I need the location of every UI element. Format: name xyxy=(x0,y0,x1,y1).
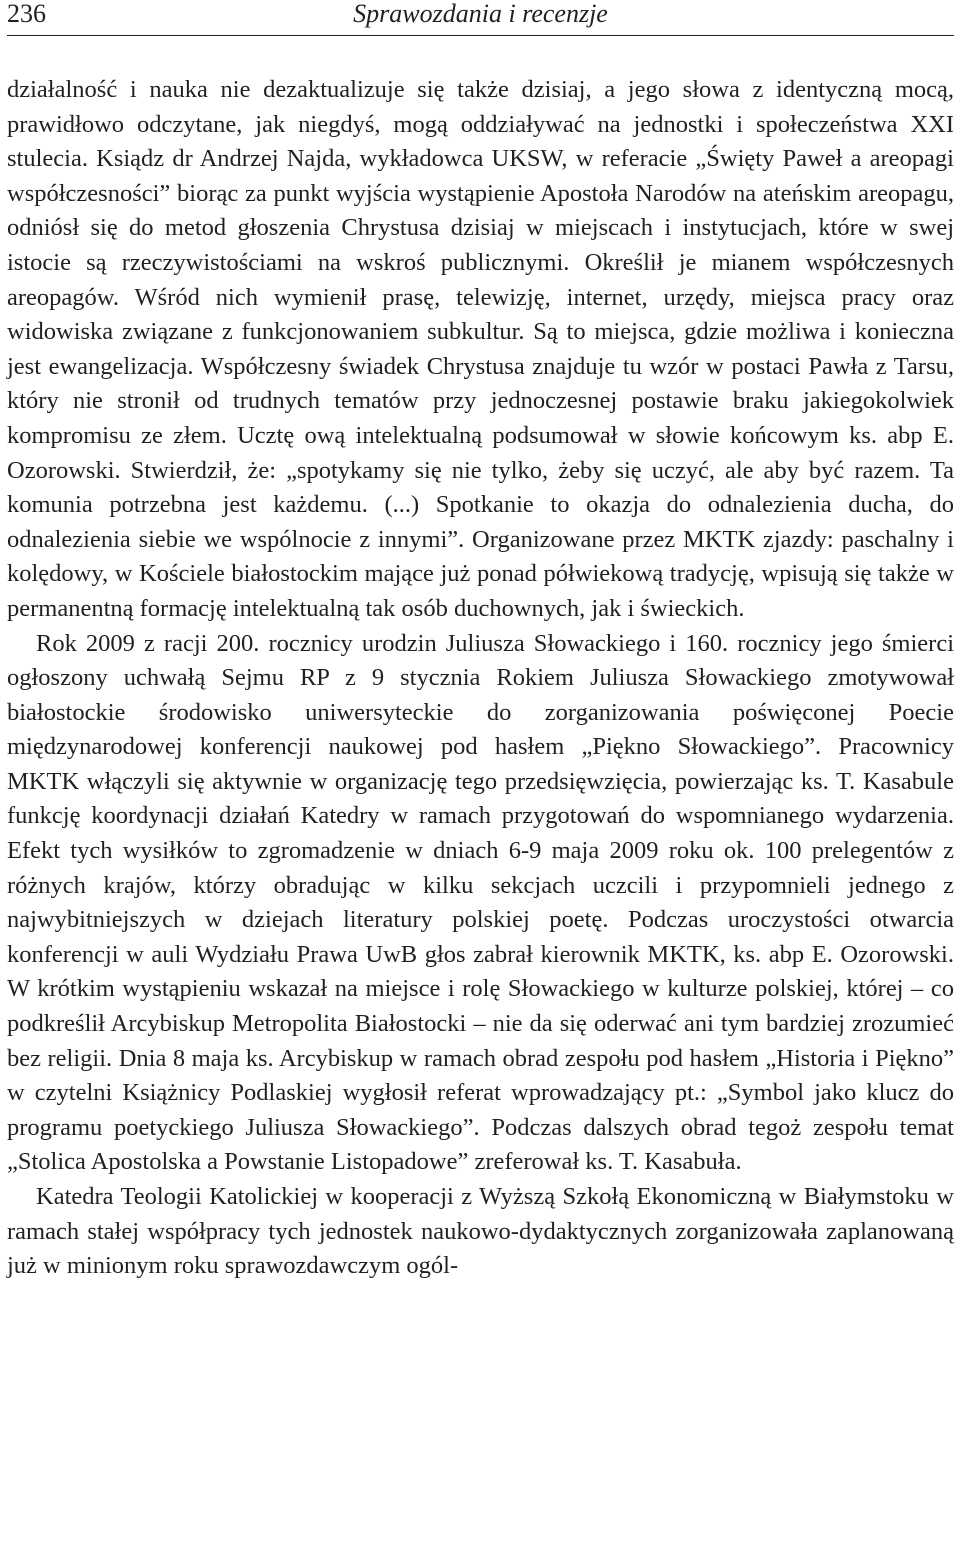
section-title: Sprawozdania i recenzje xyxy=(353,0,608,28)
body-text xyxy=(7,73,954,1284)
paragraph-3: Katedra Teologii Katolickiej w kooperacji z Wyższą Szkołą Ekonomiczną w Białymstoku w ramach stałej współpracy tych jednostek naukowo-dydaktycznych zorganizowała zaplanowaną już w minionym roku sprawozdawczym ogól- xyxy=(7,1183,954,1280)
page-number: 236 xyxy=(7,0,46,28)
paragraph-1: działalność i nauka nie dezaktualizuje się także dzisiaj, a jego słowa z identyczną mocą, prawidłowo odczytane, jak niegdyś, mogą oddziaływać na jednostki i społeczeństwa XXI stulecia. Ksiądz dr Andrzej Najda, wykładowca UKSW, w referacie „Święty Paweł a areopagi współczesności” biorąc za punkt wyjścia wystąpienie Apostoła Narodów na ateńskim areopagu, odniósł się do metod głoszenia Chrystusa dzisiaj w miejscach i instytucjach, które w swej istocie są rzeczywistościami na wskroś publicznymi. Określił je mianem współczesnych areopagów. Wśród nich wymienił prasę, telewizję, internet, urzędy, miejsca pracy oraz widowiska związane z funkcjonowaniem subkultur. Są to miejsca, gdzie możliwa i konieczna jest ewangelizacja. Współczesny świadek Chrystusa znajduje tu wzór w postaci Pawła z Tarsu, który nie stronił od trudnych tematów przy jednoczesnej postawie braku jakiegokolwiek kompromisu ze złem. Ucztę ową intelektualną podsumował w słowie końcowym ks. abp E. Ozorowski. Stwierdził, że: „spotykamy się nie tylko, żeby się uczyć, ale aby być razem. Ta komunia potrzebna jest każdemu. (...) Spotkanie to okazja do odnalezienia ducha, do odnalezienia siebie we wspólnocie z innymi”. Organizowane przez MKTK zjazdy: paschalny i kolędowy, w Kościele białostockim mające już ponad półwiekową tradycję, wpisują się także w permanentną formację intelektualną tak osób duchownych, jak i świeckich. xyxy=(7,76,954,622)
paragraph-2: Rok 2009 z racji 200. rocznicy urodzin Juliusza Słowackiego i 160. rocznicy jego śmierci ogłoszony uchwałą Sejmu RP z 9 stycznia Rokiem Juliusza Słowackiego zmotywował białostockie środowisko uniwersyteckie do zorganizowania poświęconej Poecie międzynarodowej konferencji naukowej pod hasłem „Piękno Słowackiego”. Pracownicy MKTK włączyli się aktywnie w organizację tego przedsięwzięcia, powierzając ks. T. Kasabule funkcję koordynacji działań Katedry w ramach przygotowań do wspomnianego wydarzenia. Efekt tych wysiłków to zgromadzenie w dniach 6-9 maja 2009 roku ok. 100 prelegentów z różnych krajów, którzy obradując w kilku sekcjach uczcili i przypomnieli jednego z najwybitniejszych w dziejach literatury polskiej poetę. Podczas uroczystości otwarcia konferencji w auli Wydziału Prawa UwB głos zabrał kierownik MKTK, ks. abp E. Ozorowski. W krótkim wystąpieniu wskazał na miejsce i rolę Słowackiego w kulturze polskiej, której – co podkreślił Arcybiskup Metropolita Białostocki – nie da się oderwać ani tym bardziej zrozumieć bez religii. Dnia 8 maja ks. Arcybiskup w ramach obrad zespołu pod hasłem „Historia i Piękno” w czytelni Książnicy Podlaskiej wygłosił referat wprowadzający pt.: „Symbol jako klucz do programu poetyckiego Juliusza Słowackiego”. Podczas dalszych obrad tegoż zespołu temat „Stolica Apostolska a Powstanie Listopadowe” zreferował ks. T. Kasabuła. xyxy=(7,629,954,1176)
running-header xyxy=(7,0,954,36)
